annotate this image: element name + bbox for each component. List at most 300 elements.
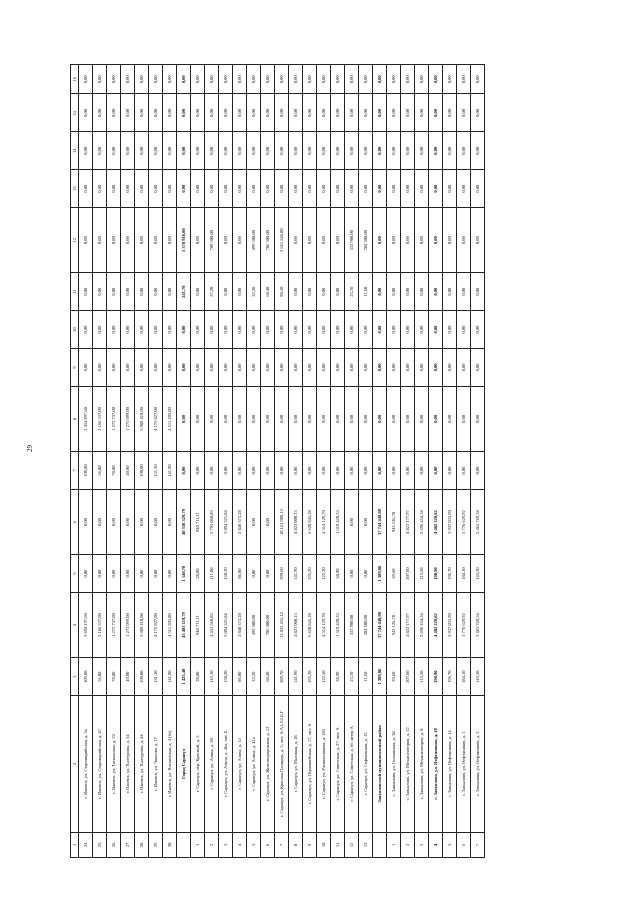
table-cell: 3 776 629,92 — [457, 489, 471, 554]
table-cell: 0,00 — [317, 273, 331, 311]
table-cell: 1 425,40 — [177, 658, 191, 696]
table-cell: 7 — [275, 832, 289, 857]
table-cell: 0,00 — [429, 273, 443, 311]
table-cell: 0,00 — [135, 208, 149, 273]
table-cell: 0,00 — [457, 65, 471, 95]
table-cell: 0,00 — [359, 311, 373, 349]
table-cell: 0,00 — [289, 132, 303, 170]
address-cell: г. Сарапул, ул. Советская, д. 27, лит. А — [331, 696, 345, 833]
table-cell: 0,00 — [163, 489, 177, 554]
table-cell: 0,00 — [121, 489, 135, 554]
table-cell: 0,00 — [275, 170, 289, 208]
table-cell: 389,70 — [275, 658, 289, 696]
table-cell: 5 989 418,00 — [135, 386, 149, 451]
table-cell: 0,00 — [219, 311, 233, 349]
address-cell: г. Сарапул, ул. Раскольникова, д. 183 — [317, 696, 331, 833]
table-cell: 122,50 — [317, 555, 331, 593]
table-cell: 0,00 — [443, 94, 457, 132]
table-cell: 32,20 — [247, 658, 261, 696]
subtotal-row — [373, 65, 387, 858]
table-cell: 0,00 — [135, 489, 149, 554]
table-cell: 0,00 — [373, 170, 387, 208]
table-cell: 0,00 — [107, 65, 121, 95]
table-cell: 0,00 — [317, 452, 331, 490]
table-cell: 2 840 373,28 — [233, 489, 247, 554]
table-cell: 198,90 — [429, 658, 443, 696]
table-cell: 0,00 — [387, 170, 401, 208]
table-cell: 0,00 — [457, 273, 471, 311]
table-cell: 0,00 — [415, 273, 429, 311]
address-cell: г. Сарапул, ул. Азина, д. 12 — [233, 696, 247, 833]
table-cell: 4 822 177,97 — [401, 592, 415, 657]
table-cell: 0,00 — [149, 94, 163, 132]
table-cell: 0,00 — [387, 273, 401, 311]
table-cell: 0,00 — [79, 94, 93, 132]
table-cell: 86,00 — [233, 555, 247, 593]
table-cell: 23,10 — [345, 658, 359, 696]
table-row — [345, 65, 359, 858]
table-cell: 11,60 — [359, 273, 373, 311]
table-cell: 0,00 — [471, 94, 485, 132]
table-cell: 1 319 420,33 — [331, 592, 345, 657]
table-cell: 4 314 129,70 — [317, 489, 331, 554]
table-cell: 0,00 — [289, 170, 303, 208]
table-cell: 333 900,00 — [345, 208, 359, 273]
address-cell: г. Ижевск, ул. Халтурина, д. 34 — [121, 696, 135, 833]
table-cell: 0,00 — [289, 386, 303, 451]
table-cell: 3 937 033,90 — [443, 489, 457, 554]
table-cell: 0,00 — [261, 489, 275, 554]
table-cell: 0,00 — [275, 386, 289, 451]
table-cell: 0,00 — [233, 94, 247, 132]
table-cell: 0,00 — [471, 311, 485, 349]
table-cell: 5 094 321,84 — [219, 489, 233, 554]
table-cell: 1 389,86 — [373, 555, 387, 593]
table-cell: 0,00 — [415, 452, 429, 490]
table-cell: 0,00 — [331, 208, 345, 273]
table-row — [107, 65, 121, 858]
table-cell: 0,00 — [135, 349, 149, 387]
table-cell: 38,90 — [331, 555, 345, 593]
table-cell: 0,00 — [121, 273, 135, 311]
table-cell: 23,10 — [345, 273, 359, 311]
table-cell: 0,00 — [93, 555, 107, 593]
table-cell: 0,00 — [401, 311, 415, 349]
table-cell: 0,00 — [345, 555, 359, 593]
table-cell: 0,00 — [443, 170, 457, 208]
table-row — [359, 65, 373, 858]
table-row — [135, 65, 149, 858]
table-cell: 0,00 — [163, 65, 177, 95]
table-cell: 0,00 — [121, 170, 135, 208]
table-cell: 0,00 — [401, 132, 415, 170]
table-cell: 0,00 — [93, 132, 107, 170]
table-cell: 499 500,00 — [247, 592, 261, 657]
table-cell: 6 — [261, 832, 275, 857]
table-cell: 40,00 — [121, 658, 135, 696]
table-cell: 0,00 — [345, 94, 359, 132]
table-cell: 0,00 — [149, 273, 163, 311]
rotated-table-container — [70, 64, 632, 858]
table-cell: 0,00 — [415, 170, 429, 208]
page-number: 29 — [26, 445, 34, 452]
table-cell: 0,00 — [317, 94, 331, 132]
table-cell: 0,00 — [149, 489, 163, 554]
column-header: 6 — [71, 489, 79, 554]
table-cell: 4 482 220,62 — [429, 592, 443, 657]
table-cell: 0,00 — [135, 94, 149, 132]
table-cell: 0,00 — [205, 132, 219, 170]
table-cell: 0,00 — [317, 386, 331, 451]
table-cell: 0,00 — [359, 386, 373, 451]
table-cell: 0,00 — [331, 273, 345, 311]
table-cell — [177, 832, 191, 857]
address-cell: с. Завьялово, ул. Гольянская, д. 38 — [387, 696, 401, 833]
table-cell: 0,00 — [219, 94, 233, 132]
table-cell: 0,00 — [135, 132, 149, 170]
table-cell: 0,00 — [163, 555, 177, 593]
table-cell: 0,00 — [331, 452, 345, 490]
table-cell: 0,00 — [219, 208, 233, 273]
table-cell: 28 — [135, 832, 149, 857]
table-cell: 0,00 — [233, 170, 247, 208]
table-cell: 0,00 — [177, 65, 191, 95]
address-cell: Завьяловский муниципальный район — [373, 696, 387, 833]
table-cell: 0,00 — [401, 273, 415, 311]
table-cell: 4 511 203,00 — [163, 592, 177, 657]
table-cell: 0,00 — [191, 170, 205, 208]
table-cell: 0,00 — [205, 65, 219, 95]
table-cell: 0,00 — [275, 452, 289, 490]
table-cell: 4 — [429, 832, 443, 857]
table-cell: 0,00 — [289, 452, 303, 490]
address-cell: с. Завьялово, ул. Механизаторов, д. 12 — [401, 696, 415, 833]
table-cell: 0,00 — [401, 386, 415, 451]
table-cell: 207,60 — [401, 555, 415, 593]
table-cell: 2 166 337,00 — [93, 386, 107, 451]
table-row — [219, 65, 233, 858]
table-cell: 0,00 — [331, 349, 345, 387]
table-cell: 0,00 — [219, 349, 233, 387]
table-cell: 0,00 — [331, 386, 345, 451]
table-cell: 0,00 — [149, 132, 163, 170]
table-cell: 150,20 — [219, 555, 233, 593]
address-cell: г. Сарапул, ул. Софьинская, д. 13 — [359, 696, 373, 833]
column-header: 11 — [71, 273, 79, 311]
table-cell: 0,00 — [177, 311, 191, 349]
table-cell: 0,00 — [149, 555, 163, 593]
table-cell: 0,00 — [331, 94, 345, 132]
table-cell: 5 — [443, 832, 457, 857]
table-cell: 0,00 — [359, 170, 373, 208]
address-cell: г. Ижевск, ул. Старомарийская, д. 47 — [93, 696, 107, 833]
subtotal-row — [177, 65, 191, 858]
table-cell: 8 — [289, 832, 303, 857]
table-cell: 0,00 — [79, 170, 93, 208]
table-cell: 0,00 — [233, 311, 247, 349]
table-cell: 0,00 — [429, 132, 443, 170]
table-cell: 0,00 — [317, 349, 331, 387]
table-cell: 0,00 — [135, 170, 149, 208]
table-cell: 2 — [401, 832, 415, 857]
table-cell: 940 711,11 — [191, 489, 205, 554]
table-cell: 0,00 — [93, 489, 107, 554]
table-cell: 0,00 — [415, 208, 429, 273]
table-cell: 4 822 177,97 — [401, 489, 415, 554]
table-row — [247, 65, 261, 858]
table-cell: 141,90 — [163, 658, 177, 696]
table-cell: 0,00 — [471, 65, 485, 95]
column-header: 3 — [71, 658, 79, 696]
table-cell: 0,00 — [93, 311, 107, 349]
table-cell: 39,60 — [387, 658, 401, 696]
address-cell: г. Ижевск, ул. Халтурина, д. 44 — [135, 696, 149, 833]
table-cell: 0,00 — [415, 311, 429, 349]
table-cell: 0,00 — [359, 555, 373, 593]
table-cell: 122,50 — [317, 658, 331, 696]
table-cell: 0,00 — [191, 311, 205, 349]
address-cell: г. Сарапул, ул. Красная Площадь, д. 5, лит. А,А1,А2,Б,Г — [275, 696, 289, 833]
table-cell: 0,00 — [247, 349, 261, 387]
table-cell: 0,00 — [93, 273, 107, 311]
table-cell: 78,80 — [107, 452, 121, 490]
table-cell: 0,00 — [303, 65, 317, 95]
table-cell: 0,00 — [107, 94, 121, 132]
table-cell: 29 — [149, 832, 163, 857]
table-cell: 0,00 — [429, 386, 443, 451]
table-cell: 2 661 546,00 — [275, 208, 289, 273]
table-cell: 0,00 — [275, 65, 289, 95]
table-cell: 0,00 — [247, 452, 261, 490]
table-cell: 0,00 — [121, 208, 135, 273]
table-cell: 0,00 — [471, 132, 485, 170]
table-cell: 0,00 — [415, 65, 429, 95]
table-cell: 0,00 — [387, 132, 401, 170]
table-cell: 0,00 — [317, 132, 331, 170]
table-cell: 0,00 — [275, 132, 289, 170]
table-cell: 0,00 — [303, 452, 317, 490]
table-cell: 0,00 — [247, 386, 261, 451]
table-cell: 0,00 — [387, 208, 401, 273]
table-cell: 0,00 — [303, 273, 317, 311]
table-cell: 0,00 — [107, 170, 121, 208]
table-cell: 12 — [345, 832, 359, 857]
table-cell: 0,00 — [387, 311, 401, 349]
address-cell: г. Сарапул, ул. Мысовая, д. 18 — [289, 696, 303, 833]
table-cell: 0,00 — [205, 349, 219, 387]
table-cell: 0,00 — [261, 94, 275, 132]
address-cell: г. Сарапул, пер. Красный, д. 5 — [191, 696, 205, 833]
table-cell: 30 — [163, 832, 177, 857]
table-cell: 4 — [233, 832, 247, 857]
table-cell: 0,00 — [289, 208, 303, 273]
table-cell: 0,00 — [387, 386, 401, 451]
table-cell: 1 275 099,00 — [121, 592, 135, 657]
table-cell: 0,00 — [261, 311, 275, 349]
table-cell: 3 463 769,54 — [471, 489, 485, 554]
table-cell: 0,00 — [429, 452, 443, 490]
table-cell: 0,00 — [387, 452, 401, 490]
table-cell: 5 989 418,00 — [135, 592, 149, 657]
table-cell: 4 823 000,13 — [289, 489, 303, 554]
table-cell: 0,00 — [191, 94, 205, 132]
table-cell: 0,00 — [429, 65, 443, 95]
table-cell: 0,00 — [345, 311, 359, 349]
table-row — [205, 65, 219, 858]
table-cell: 0,00 — [345, 170, 359, 208]
table-cell: 86,00 — [233, 658, 247, 696]
table-cell: 0,00 — [191, 65, 205, 95]
table-cell: 0,00 — [303, 132, 317, 170]
table-cell: 56,00 — [93, 658, 107, 696]
table-cell: 0,00 — [401, 452, 415, 490]
table-cell: 5 378 916,00 — [177, 208, 191, 273]
table-cell: 37 744 440,98 — [373, 592, 387, 657]
table-cell: 0,00 — [345, 489, 359, 554]
column-header: 7 — [71, 452, 79, 490]
table-cell: 3 463 769,54 — [471, 592, 485, 657]
table-cell: 4 823 000,13 — [289, 592, 303, 657]
column-header: 13 — [71, 170, 79, 208]
table-cell: 0,00 — [247, 132, 261, 170]
table-row — [303, 65, 317, 858]
table-cell: 0,00 — [289, 311, 303, 349]
table-cell: 786 500,00 — [261, 592, 275, 657]
table-cell: 0,00 — [415, 386, 429, 451]
table-cell: 0,00 — [275, 311, 289, 349]
table-cell: 0,00 — [331, 170, 345, 208]
address-cell: с. Завьялово, ул. Нефтяников, д. 1 — [457, 696, 471, 833]
table-cell: 0,00 — [289, 349, 303, 387]
column-header: 4 — [71, 592, 79, 657]
table-row — [387, 65, 401, 858]
table-cell: 0,00 — [163, 94, 177, 132]
table-cell: 40,00 — [121, 452, 135, 490]
table-cell: 2 696 454,54 — [415, 592, 429, 657]
table-cell: 1 454 897,60 — [79, 386, 93, 451]
table-cell: 299,60 — [275, 555, 289, 593]
table-cell: 195,20 — [303, 555, 317, 593]
table-cell: 0,00 — [135, 65, 149, 95]
table-cell: 0,00 — [373, 132, 387, 170]
table-cell: 111,80 — [205, 555, 219, 593]
table-cell: 0,00 — [177, 94, 191, 132]
table-cell: 0,00 — [233, 132, 247, 170]
table-row — [429, 65, 443, 858]
table-cell: 0,00 — [471, 273, 485, 311]
table-cell: 0,00 — [443, 311, 457, 349]
table-row — [233, 65, 247, 858]
table-cell: 0,00 — [107, 349, 121, 387]
table-cell — [373, 832, 387, 857]
table-cell: 0,00 — [177, 452, 191, 490]
table-cell: 0,00 — [149, 349, 163, 387]
table-cell: 0,00 — [121, 555, 135, 593]
table-cell: 0,00 — [163, 208, 177, 273]
table-cell: 4 482 220,62 — [429, 489, 443, 554]
table-cell: 0,00 — [261, 65, 275, 95]
table-cell: 0,00 — [275, 349, 289, 387]
address-cell: г. Ижевск, ул. Старомарийская, д. 3а — [79, 696, 93, 833]
table-cell: 0,00 — [443, 132, 457, 170]
table-cell: 0,00 — [359, 132, 373, 170]
table-row — [471, 65, 485, 858]
address-cell: с. Завьялово, ул. Механизаторов, д. 8 — [415, 696, 429, 833]
table-row — [261, 65, 275, 858]
address-cell: г. Сарапул, ул. Железнодорожная, д. 12 — [261, 696, 275, 833]
table-cell: 284 500,00 — [359, 592, 373, 657]
table-cell: 141,90 — [163, 452, 177, 490]
table-cell: 0,00 — [373, 94, 387, 132]
table-cell: 0,00 — [135, 555, 149, 593]
table-cell: 0,00 — [79, 132, 93, 170]
data-table — [70, 64, 485, 858]
table-cell: 1 389,86 — [373, 658, 387, 696]
table-cell: 0,00 — [177, 170, 191, 208]
table-cell: 284 500,00 — [359, 208, 373, 273]
table-row — [401, 65, 415, 858]
table-cell: 68,40 — [261, 658, 275, 696]
table-cell: 0,00 — [429, 208, 443, 273]
table-cell: 0,00 — [79, 489, 93, 554]
table-cell: 0,00 — [205, 311, 219, 349]
address-cell: г. Сарапул, ул. Азина, д. 41а — [247, 696, 261, 833]
table-cell: 0,00 — [247, 94, 261, 132]
table-cell: 13 823 455,12 — [275, 592, 289, 657]
table-cell: 24 — [79, 832, 93, 857]
table-cell: 0,00 — [443, 65, 457, 95]
table-cell: 6 620 845,28 — [303, 489, 317, 554]
table-cell: 0,00 — [261, 349, 275, 387]
table-cell: 0,00 — [247, 489, 261, 554]
table-cell: 0,00 — [233, 208, 247, 273]
table-cell: 0,00 — [373, 452, 387, 490]
table-cell: 0,00 — [345, 349, 359, 387]
table-cell: 32,20 — [247, 273, 261, 311]
table-cell: 0,00 — [317, 311, 331, 349]
table-cell: 0,00 — [471, 208, 485, 273]
table-cell: 0,00 — [261, 132, 275, 170]
table-cell: 0,00 — [177, 132, 191, 170]
table-cell: 3 — [415, 832, 429, 857]
table-cell: 56,00 — [93, 452, 107, 490]
table-cell: 0,00 — [247, 170, 261, 208]
table-row — [443, 65, 457, 858]
table-cell: 37 744 440,98 — [373, 489, 387, 554]
table-cell: 0,00 — [443, 273, 457, 311]
table-cell: 196,70 — [443, 555, 457, 593]
table-cell: 0,00 — [149, 170, 163, 208]
address-cell: г. Сарапул, ул. Азина, д. 46а, лит. Б — [219, 696, 233, 833]
table-cell: 0,00 — [149, 208, 163, 273]
table-cell: 5 094 321,84 — [219, 592, 233, 657]
table-cell: 0,00 — [219, 273, 233, 311]
table-cell: 0,00 — [149, 65, 163, 95]
table-row — [289, 65, 303, 858]
table-cell: 0,00 — [191, 386, 205, 451]
table-cell: 0,00 — [331, 65, 345, 95]
table-cell: 0,00 — [471, 452, 485, 490]
table-cell: 0,00 — [107, 273, 121, 311]
table-cell: 0,00 — [303, 94, 317, 132]
table-cell: 0,00 — [303, 208, 317, 273]
table-cell: 9 — [303, 832, 317, 857]
table-cell: 0,00 — [345, 65, 359, 95]
table-cell: 0,00 — [317, 170, 331, 208]
address-cell: г. Сарапул, ул. Азина, д. 50 — [205, 696, 219, 833]
address-cell: г. Сарапул, ул. Первомайская, д. 17, лит. А — [303, 696, 317, 833]
table-cell: 0,00 — [345, 386, 359, 451]
